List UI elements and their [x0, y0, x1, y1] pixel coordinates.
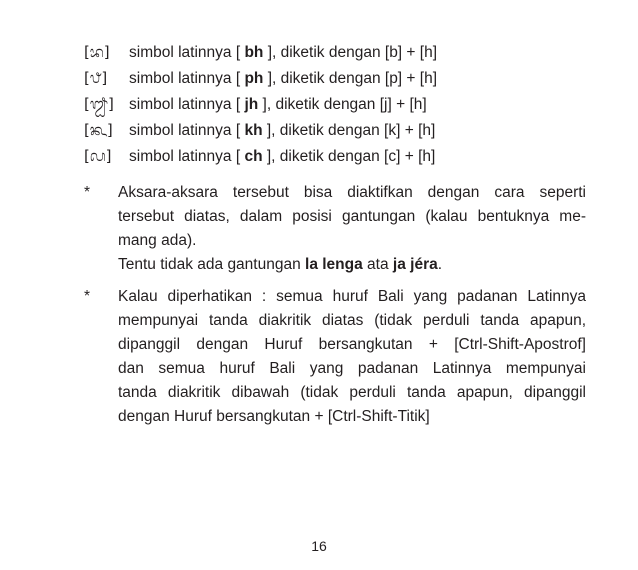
latin-symbol: ch	[244, 148, 263, 165]
note1-paragraph	[118, 181, 586, 277]
note2-paragraph	[118, 285, 586, 429]
symbol-description	[129, 146, 435, 168]
note2-asterisk: *	[84, 288, 91, 305]
symbol-row-ph	[84, 67, 437, 89]
desc-suffix: ], diketik dengan [k] + [h]	[262, 122, 436, 139]
desc-prefix: simbol latinnya [	[129, 44, 245, 61]
latin-symbol: jh	[244, 96, 259, 113]
symbol-glyph: [ᬛ]	[84, 95, 114, 113]
desc-prefix: simbol latinnya [	[129, 96, 245, 113]
note1-asterisk: *	[84, 184, 91, 201]
symbol-glyph: [ᬙ]	[84, 147, 112, 165]
desc-prefix: simbol latinnya [	[129, 70, 245, 87]
note2-line: dengan Huruf bersangkutan + [Ctrl-Shift-Titik]	[118, 408, 430, 425]
symbol-description	[129, 42, 437, 64]
latin-symbol: bh	[244, 44, 264, 61]
desc-suffix: ], diketik dengan [p] + [h]	[263, 70, 438, 87]
symbol-description	[129, 120, 435, 142]
note2-line: Kalau diperhatikan : semua huruf Bali yang padanan Latinnya	[118, 288, 586, 305]
term-ja-jera: ja jéra	[392, 256, 438, 273]
page-number: 16	[311, 538, 327, 554]
note2-line: dipanggil dengan Huruf bersangkutan + [Ctrl-Shift-Apostrof]	[118, 336, 586, 353]
desc-prefix: simbol latinnya [	[129, 148, 245, 165]
desc-suffix: ], diketik dengan [b] + [h]	[263, 44, 438, 61]
note2-line: tanda diakritik dibawah (tidak perduli tanda apapun, dipanggil	[118, 384, 586, 401]
note1-line: Aksara-aksara tersebut bisa diaktifkan dengan cara seperti	[118, 184, 586, 201]
latin-symbol: ph	[244, 70, 264, 87]
symbol-glyph: [ᬨ]	[84, 69, 108, 87]
term-la-lenga: la lenga	[305, 256, 363, 273]
note2-line: mempunyai tanda diakritik diatas (tidak perduli tanda apapun,	[118, 312, 586, 329]
note1-line: tersebut diatas, dalam posisi gantungan (kalau bentuknya me-	[118, 208, 586, 225]
note1-extra-mid: ata	[362, 256, 393, 273]
symbol-row-ch	[84, 145, 435, 167]
symbol-row-kh	[84, 119, 435, 141]
note1-line: mang ada).	[118, 232, 197, 249]
symbol-description	[129, 94, 427, 116]
symbol-row-bh	[84, 41, 437, 63]
desc-suffix: ], diketik dengan [j] + [h]	[258, 96, 427, 113]
symbol-description	[129, 68, 437, 90]
note1-extra-line	[118, 253, 586, 277]
note1-extra-suffix: .	[437, 256, 443, 273]
desc-suffix: ], diketik dengan [c] + [h]	[262, 148, 436, 165]
latin-symbol: kh	[244, 122, 263, 139]
symbol-glyph: [ᬪ]	[84, 43, 110, 61]
note1-extra-prefix: Tentu tidak ada gantungan	[118, 256, 306, 273]
desc-prefix: simbol latinnya [	[129, 122, 245, 139]
symbol-glyph: [ᬔ]	[84, 121, 113, 139]
symbol-row-jh	[84, 93, 427, 115]
note2-line: dan semua huruf Bali yang padanan Latinnya mempunyai	[118, 360, 586, 377]
